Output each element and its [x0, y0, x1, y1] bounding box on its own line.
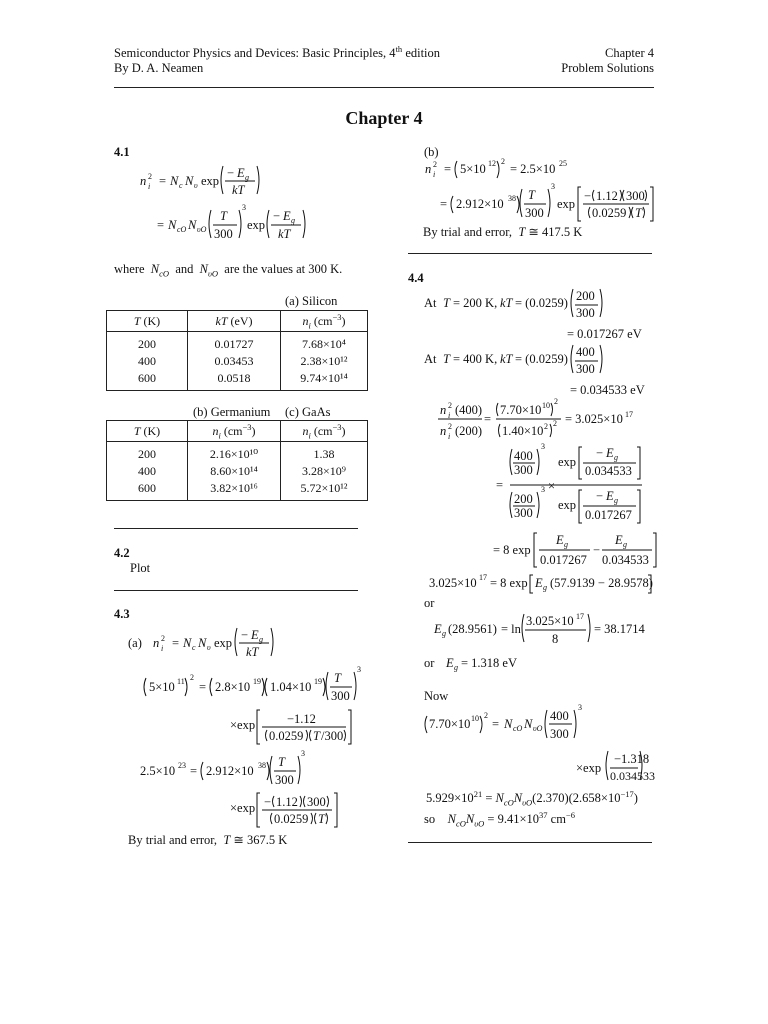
divider: [114, 528, 358, 529]
svg-text:17: 17: [576, 612, 584, 621]
svg-text:n: n: [153, 636, 160, 650]
problem-4-1-equations: [135, 150, 350, 250]
svg-text:g: g: [245, 173, 249, 182]
svg-text:=: =: [159, 174, 167, 188]
svg-text:N: N: [188, 218, 197, 232]
svg-text:0.017267: 0.017267: [540, 553, 587, 567]
table-cell: 400: [107, 463, 188, 480]
svg-text:1.04×10: 1.04×10: [270, 680, 312, 694]
svg-text:= (0.0259): = (0.0259): [515, 352, 568, 366]
svg-text:300: 300: [275, 773, 294, 787]
svg-text:300: 300: [514, 506, 533, 520]
table-row: [107, 480, 368, 501]
svg-text:1.12: 1.12: [276, 795, 298, 809]
svg-text:2.8×10: 2.8×10: [215, 680, 251, 694]
svg-text:3: 3: [242, 203, 246, 212]
table-row: [107, 442, 368, 464]
table-cell: 0.0518: [188, 370, 281, 391]
svg-text:E: E: [535, 576, 543, 590]
svg-text:E: E: [446, 656, 454, 670]
svg-text:i: i: [433, 170, 436, 179]
svg-text:=: =: [190, 764, 198, 778]
svg-text:25: 25: [559, 159, 567, 168]
svg-text:N: N: [524, 717, 533, 731]
svg-text:exp: exp: [214, 636, 233, 650]
svg-text:0.034533: 0.034533: [602, 553, 649, 567]
svg-text:T: T: [443, 296, 450, 310]
svg-text:T: T: [220, 209, 227, 223]
svg-text:−: −: [273, 209, 281, 223]
book-title: Semiconductor Physics and Devices: Basic Principles, 4th edition: [114, 43, 441, 60]
svg-text:3.025×10: 3.025×10: [429, 576, 477, 590]
svg-text:or: or: [424, 656, 441, 670]
table-cell: 3.82×10¹⁶: [188, 480, 281, 501]
svg-text:At: At: [424, 296, 437, 310]
svg-text:−: −: [596, 446, 604, 460]
svg-text:c: c: [179, 181, 183, 190]
svg-text:kT: kT: [278, 227, 291, 241]
svg-text:T: T: [443, 352, 450, 366]
svg-text:7.70×10: 7.70×10: [429, 717, 471, 731]
gaas-caption: (c) GaAs: [285, 405, 331, 419]
svg-text:g: g: [564, 540, 568, 549]
table-cell: 3.28×10⁹: [281, 463, 368, 480]
svg-text:300: 300: [525, 206, 544, 220]
svg-text:2: 2: [148, 172, 152, 181]
problem-4-3b-result: By trial and error, T ≅ 417.5 K: [423, 225, 583, 239]
svg-text:g: g: [614, 453, 618, 462]
svg-text:−: −: [227, 166, 235, 180]
svg-text:5×10: 5×10: [460, 162, 486, 176]
svg-text:0.0259: 0.0259: [592, 206, 627, 220]
svg-text:υO: υO: [533, 724, 543, 733]
svg-text:g: g: [442, 629, 446, 638]
col-header: $n_i$ $(cm^{-3})$: [281, 421, 368, 442]
col-header: $n_i$ $(cm^{-3})$: [281, 311, 368, 332]
svg-text:= 0.017267 eV: = 0.017267 eV: [567, 327, 642, 341]
svg-text:or: or: [424, 596, 435, 610]
svg-text:2: 2: [544, 422, 548, 431]
table-cell: 9.74×10¹⁴: [281, 370, 368, 391]
svg-text:200: 200: [576, 289, 595, 303]
svg-text:19: 19: [253, 677, 261, 686]
svg-text:17: 17: [479, 573, 487, 582]
svg-text:E: E: [606, 446, 614, 460]
svg-text:3: 3: [357, 665, 361, 674]
svg-text:(57.9139 − 28.9578): (57.9139 − 28.9578): [550, 576, 653, 590]
svg-text:=: =: [199, 680, 207, 694]
svg-text:υ: υ: [207, 643, 211, 652]
svg-text:−1.12: −1.12: [287, 712, 316, 726]
svg-text:=: =: [444, 162, 452, 176]
svg-text:= 400 K,: = 400 K,: [453, 352, 498, 366]
svg-text:0.034533: 0.034533: [610, 769, 655, 783]
svg-text:N: N: [183, 636, 192, 650]
table-cell: 7.68×10⁴: [281, 332, 368, 354]
svg-text:exp: exp: [558, 498, 577, 512]
problem-4-3-number: 4.3: [114, 607, 130, 621]
svg-text:i: i: [161, 644, 164, 653]
svg-text:exp: exp: [201, 174, 220, 188]
svg-text:T: T: [334, 671, 341, 685]
svg-text:E: E: [556, 533, 564, 547]
table-row: [107, 463, 368, 480]
svg-text:1.12: 1.12: [596, 189, 618, 203]
svg-text:1.40×10: 1.40×10: [502, 424, 544, 438]
svg-text:400: 400: [514, 449, 533, 463]
svg-text:2: 2: [433, 160, 437, 169]
page-title: Chapter 4: [345, 108, 423, 128]
svg-text:(400): (400): [455, 403, 483, 417]
svg-text:2: 2: [161, 634, 165, 643]
svg-text:g: g: [454, 663, 458, 672]
svg-text:3: 3: [541, 442, 545, 451]
svg-text:E: E: [251, 628, 259, 642]
svg-text:n: n: [140, 174, 147, 188]
svg-text:kT: kT: [500, 352, 513, 366]
svg-text:= 2.5×10: = 2.5×10: [510, 162, 556, 176]
problem-4-4-number: 4.4: [408, 271, 424, 285]
svg-text:E: E: [615, 533, 623, 547]
problem-4-2-text: Plot: [130, 561, 151, 575]
svg-text:12: 12: [488, 159, 496, 168]
table-cell: 200: [107, 332, 188, 354]
col-header: $n_i$ $(cm^{-3})$: [188, 421, 281, 442]
svg-text:=: =: [157, 218, 165, 232]
svg-text:2.912×10: 2.912×10: [456, 197, 504, 211]
svg-text:g: g: [623, 540, 627, 549]
svg-text:0.017267: 0.017267: [585, 508, 632, 522]
svg-text:11: 11: [177, 677, 185, 686]
svg-text:=: =: [172, 636, 180, 650]
svg-text:= 1.318 eV: = 1.318 eV: [461, 656, 517, 670]
table-cell: 600: [107, 480, 188, 501]
problem-4-2-number: 4.2: [114, 546, 130, 560]
svg-text:×exp: ×exp: [576, 761, 602, 775]
svg-text:19: 19: [314, 677, 322, 686]
svg-text:2.912×10: 2.912×10: [206, 764, 254, 778]
svg-text:2: 2: [501, 157, 505, 166]
svg-text:200: 200: [514, 492, 533, 506]
svg-text:2: 2: [553, 419, 557, 428]
svg-text:300: 300: [514, 463, 533, 477]
svg-text:=: =: [492, 717, 500, 731]
svg-text:kT: kT: [500, 296, 513, 310]
svg-text:i: i: [448, 411, 451, 420]
table-cell: 600: [107, 370, 188, 391]
svg-text:g: g: [543, 583, 547, 592]
svg-text:T: T: [528, 188, 535, 202]
svg-text:−: −: [264, 795, 272, 809]
svg-text:n: n: [425, 162, 432, 176]
svg-text:2.5×10: 2.5×10: [140, 764, 176, 778]
svg-text:2: 2: [448, 422, 452, 431]
svg-text:300: 300: [331, 689, 350, 703]
svg-text:T: T: [635, 206, 642, 220]
author: By D. A. Neamen: [114, 61, 204, 75]
table-cell: 400: [107, 353, 188, 370]
svg-text:−: −: [241, 628, 249, 642]
svg-text:23: 23: [178, 761, 186, 770]
svg-text:(a): (a): [128, 636, 142, 650]
svg-text:−: −: [584, 189, 592, 203]
silicon-table: [106, 310, 368, 391]
table-cell: 1.38: [281, 442, 368, 464]
table-cell: 2.38×10¹²: [281, 353, 368, 370]
svg-text:υ: υ: [194, 181, 198, 190]
svg-text:(28.9561): (28.9561): [448, 622, 497, 636]
problem-4-3b-equations: [420, 155, 655, 227]
svg-text:300: 300: [550, 727, 569, 741]
svg-text:= 38.1714: = 38.1714: [594, 622, 645, 636]
svg-text:2: 2: [190, 673, 194, 682]
svg-text:E: E: [237, 166, 245, 180]
svg-text:−: −: [596, 489, 604, 503]
svg-text:cO: cO: [177, 225, 187, 234]
problem-4-4-equations: [418, 283, 658, 823]
problem-4-3a-equations: [120, 620, 365, 835]
svg-text:/300: /300: [321, 729, 344, 743]
svg-text:E: E: [434, 622, 442, 636]
table-cell: 5.72×10¹²: [281, 480, 368, 501]
silicon-caption: (a) Silicon: [285, 294, 338, 308]
table-row: [107, 370, 368, 391]
table-row: [107, 353, 368, 370]
germanium-caption: (b) Germanium: [193, 405, 271, 419]
svg-text:−: −: [593, 543, 601, 557]
divider: [114, 590, 358, 591]
svg-text:exp: exp: [558, 455, 577, 469]
header-section: Problem Solutions: [561, 61, 654, 75]
svg-text:−1.318: −1.318: [614, 752, 650, 766]
svg-text:T: T: [278, 755, 285, 769]
svg-text:3: 3: [551, 182, 555, 191]
table-cell: 2.16×10¹⁰: [188, 442, 281, 464]
table-cell: 8.60×10¹⁴: [188, 463, 281, 480]
svg-text:2: 2: [554, 397, 558, 406]
svg-text:kT: kT: [232, 183, 245, 197]
svg-text:n: n: [440, 424, 447, 438]
svg-text:exp: exp: [247, 218, 266, 232]
svg-text:= 8 exp: = 8 exp: [490, 576, 528, 590]
svg-text:i: i: [148, 182, 151, 191]
svg-text:3: 3: [578, 703, 582, 712]
svg-text:10: 10: [471, 714, 479, 723]
problem-4-4-line-12: so $N_{cO}N_{\upsilon O} = 9.41\times 10^{37}$ $cm^{-6}$: [424, 809, 575, 829]
svg-text:=: =: [440, 197, 448, 211]
col-header: kT (eV): [188, 311, 281, 332]
svg-text:(200): (200): [455, 424, 483, 438]
svg-text:T: T: [318, 812, 325, 826]
svg-text:E: E: [283, 209, 291, 223]
svg-text:×exp: ×exp: [230, 801, 256, 815]
svg-text:exp: exp: [557, 197, 576, 211]
svg-text:= 0.034533 eV: = 0.034533 eV: [570, 383, 645, 397]
svg-text:0.0259: 0.0259: [274, 812, 309, 826]
svg-text:g: g: [291, 216, 295, 225]
problem-4-4-line-11: $5.929\times 10^{21} = N_{cO}N_{\upsilon O}(2.370)(2.658\times 10^{-17})$: [426, 788, 638, 808]
table-cell: 200: [107, 442, 188, 464]
table-cell: 0.01727: [188, 332, 281, 354]
svg-text:×exp: ×exp: [230, 718, 256, 732]
svg-text:=: =: [484, 412, 492, 426]
svg-text:0.034533: 0.034533: [585, 464, 632, 478]
problem-4-1-number: 4.1: [114, 145, 130, 159]
svg-text:7.70×10: 7.70×10: [500, 403, 542, 417]
svg-text:υO: υO: [197, 225, 207, 234]
table-row: [107, 332, 368, 354]
table-cell: 0.03453: [188, 353, 281, 370]
svg-text:5×10: 5×10: [149, 680, 175, 694]
svg-text:kT: kT: [246, 645, 259, 659]
svg-text:300: 300: [307, 795, 326, 809]
svg-text:38: 38: [258, 761, 266, 770]
svg-text:400: 400: [576, 345, 595, 359]
svg-text:c: c: [192, 643, 196, 652]
svg-text:= 8 exp: = 8 exp: [493, 543, 531, 557]
svg-text:= (0.0259): = (0.0259): [515, 296, 568, 310]
svg-text:300: 300: [626, 189, 645, 203]
problem-4-1-note: where $N_{cO}$ and $N_{\upsilon O}$ are the values at 300 K.: [114, 262, 343, 279]
svg-text:= 3.025×10: = 3.025×10: [565, 412, 623, 426]
svg-text:3.025×10: 3.025×10: [526, 614, 574, 628]
problem-4-3a-result: By trial and error, T ≅ 367.5 K: [128, 833, 288, 847]
problem-4-3b-label: (b): [424, 145, 439, 159]
svg-text:=: =: [496, 478, 504, 492]
svg-text:300: 300: [576, 362, 595, 376]
svg-text:At: At: [424, 352, 437, 366]
svg-text:g: g: [614, 496, 618, 505]
svg-text:E: E: [606, 489, 614, 503]
header-chapter: Chapter 4: [605, 46, 654, 60]
svg-text:17: 17: [625, 410, 633, 419]
svg-text:N: N: [185, 174, 194, 188]
svg-text:Now: Now: [424, 689, 449, 703]
col-header: T (K): [107, 311, 188, 332]
svg-text:400: 400: [550, 709, 569, 723]
svg-text:= ln: = ln: [501, 622, 521, 636]
svg-text:2: 2: [448, 401, 452, 410]
svg-text:N: N: [504, 717, 513, 731]
svg-text:N: N: [198, 636, 207, 650]
svg-text:38: 38: [508, 194, 516, 203]
svg-text:n: n: [440, 403, 447, 417]
col-header: T (K): [107, 421, 188, 442]
svg-text:i: i: [448, 432, 451, 441]
svg-text:T: T: [313, 729, 320, 743]
divider: [408, 842, 652, 843]
svg-text:0.0259: 0.0259: [269, 729, 304, 743]
svg-text:10: 10: [542, 401, 550, 410]
svg-text:3: 3: [541, 485, 545, 494]
svg-text:8: 8: [552, 632, 559, 646]
svg-text:×: ×: [548, 479, 556, 493]
ge-gaas-table: [106, 420, 368, 501]
svg-text:g: g: [259, 635, 263, 644]
svg-text:2: 2: [484, 711, 488, 720]
header-rule: [114, 87, 654, 88]
svg-text:N: N: [168, 218, 177, 232]
svg-text:= 200 K,: = 200 K,: [453, 296, 498, 310]
svg-text:cO: cO: [513, 724, 523, 733]
svg-text:N: N: [170, 174, 179, 188]
svg-text:300: 300: [576, 306, 595, 320]
svg-text:3: 3: [301, 749, 305, 758]
divider: [408, 253, 652, 254]
svg-text:300: 300: [214, 227, 233, 241]
